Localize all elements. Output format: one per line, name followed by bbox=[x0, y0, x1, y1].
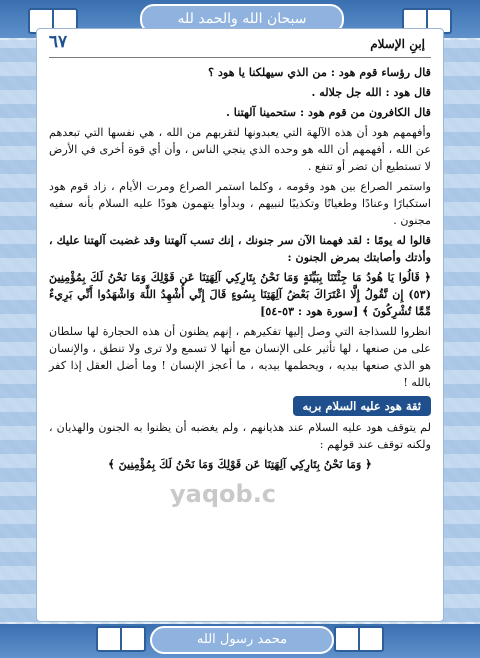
paragraph: انظروا للسذاجة التي وصل إليها تفكيرهم ، إنهم يظنون أن هذه الحجارة لها سلطان على من صنعها ، لها تأثير على الإنسان مع أنها لا تسمع ولا ترى ولا تنطق ، والإنسان هو الذي صنعها بيديه ، ويحطمها بيديه ، ما أعجز الإنسان ! وما أضل العقل إذا كفر بالله ! bbox=[49, 325, 431, 389]
paragraph: وأفهمهم هود أن هذه الآلهة التي يعبدونها لتقربهم من الله ، هي نفسها التي تبعدهم عن الله ، أفهمهم أن الله هو وحده الذي ينجي الناس ، وأن أي قوة أخرى في الأرض لا تستطيع أن تضر أو تنفع . bbox=[49, 126, 431, 173]
page-header bbox=[48, 32, 431, 58]
bottom-calligraphy-banner: محمد رسول الله bbox=[150, 626, 334, 654]
left-ornament-border bbox=[0, 40, 38, 622]
paragraph: قال الكافرون من قوم هود : ستحمينا آلهتنا . bbox=[226, 105, 431, 119]
open-book-icon bbox=[96, 626, 146, 652]
page-number: ٦٧ bbox=[48, 32, 68, 52]
section-heading: ثقة هود عليه السلام بربه bbox=[293, 396, 431, 416]
paragraph: لم يتوقف هود عليه السلام عند هذيانهم ، ولم يغضبه أن يظنوا به الجنون والهذيان ، ولكنه توقف عند قولهم : bbox=[49, 421, 431, 451]
page-content bbox=[36, 28, 444, 622]
paragraph: قال هود : الله جل جلاله . bbox=[311, 85, 431, 99]
verse-text: ﴿ قَالُوا يَا هُودُ مَا جِئْتَنَا بِبَيِّنَةٍ وَمَا نَحْنُ بِتَارِكِي آلِهَتِنَا عَن قَوْلِكَ وَمَا نَحْنُ لَكَ بِمُؤْمِنِينَ (٥٣) إِن نَّقُولُ إِلَّا اعْتَرَاكَ بَعْضُ آلِهَتِنَا بِسُوءٍ قَالَ إِنِّي أُشْهِدُ اللَّهَ وَاشْهَدُوا أَنِّي بَرِيءٌ مِّمَّا تُشْرِكُونَ ﴾ bbox=[49, 270, 431, 318]
top-calligraphy-banner: سبحان الله والحمد لله bbox=[140, 4, 344, 34]
right-ornament-border bbox=[442, 40, 480, 622]
watermark: yaqob.c bbox=[170, 480, 277, 508]
verse-text: ﴿ وَمَا نَحْنُ بِتَارِكِي آلِهَتِنَا عَن قَوْلِكَ وَمَا نَحْنُ لَكَ بِمُؤْمِنِينَ ﴾ bbox=[108, 457, 372, 471]
paragraph: قالوا له يومًا : لقد فهمنا الآن سر جنونك ، إنك تسب آلهتنا وقد غضبت آلهتنا عليك ، وأذتك وأصابتك بمرض الجنون : bbox=[49, 233, 431, 264]
quran-verse bbox=[49, 269, 431, 320]
verse-reference: [سورة هود : ٥٣-٥٤] bbox=[260, 304, 359, 318]
open-book-icon bbox=[334, 626, 384, 652]
section-heading-row bbox=[49, 395, 431, 415]
paragraph: قال رؤساء قوم هود : من الذي سيهلكنا يا هود ؟ bbox=[208, 65, 431, 79]
quran-verse bbox=[49, 456, 431, 473]
paragraph: واستمر الصراع بين هود وقومه ، وكلما استمر الصراع ومرت الأيام ، زاد قوم هود استكبارًا وعنادًا وطغيانًا وتكذيبًا لنبيهم ، وبدأوا يتهمون هودًا عليه السلام بأنه سفيه مجنون . bbox=[49, 180, 431, 227]
running-head: إبنِ الإسلام bbox=[370, 37, 425, 51]
